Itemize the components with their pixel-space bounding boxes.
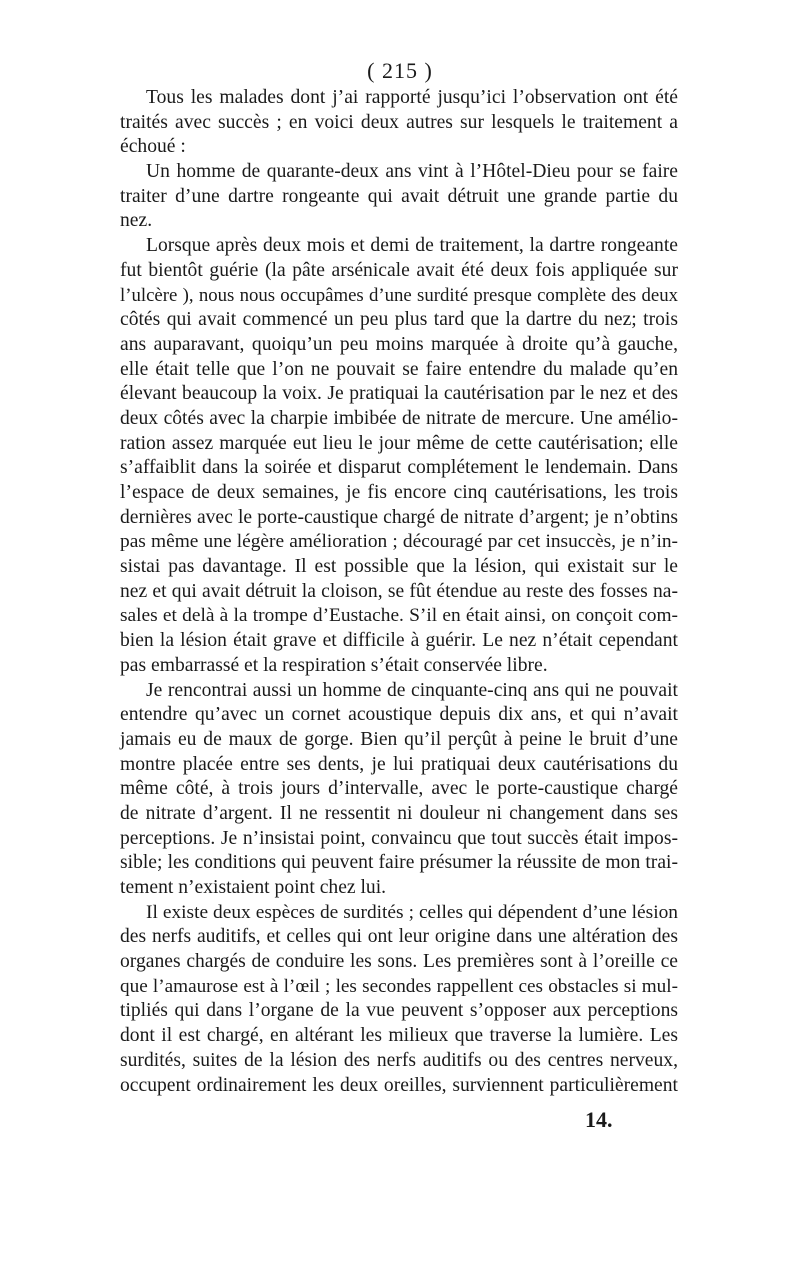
text-line: deux côtés avec la charpie imbibée de nitrate de mercure. Une amélio-	[120, 407, 678, 429]
text-line: Un homme de quarante-deux ans vint à l’Hôtel-Dieu pour se faire	[146, 161, 678, 183]
text-line: tement n’existaient point chez lui.	[120, 877, 387, 898]
text-line: s’affaiblit dans la soirée et disparut complétement le lendemain. Dans	[120, 457, 678, 479]
text-line: Tous les malades dont j’ai rapporté jusqu’ici l’observation ont été	[146, 87, 678, 108]
text-line: dont il est chargé, en altérant les milieux que traverse la lumière. Les	[120, 1025, 678, 1047]
text-line: sible; les conditions qui peuvent faire présumer la réussite de mon trai-	[120, 852, 678, 874]
text-line: des nerfs auditifs, et celles qui ont leur origine dans une altération des	[120, 926, 678, 948]
text-line: élevant beaucoup la voix. Je pratiquai la cautérisation par le nez et des	[120, 383, 678, 405]
text-line: pas même une légère amélioration ; découragé par cet insuccès, je n’in-	[120, 531, 678, 553]
text-line: nez et qui avait détruit la cloison, se fût étendue au reste des fosses na-	[120, 580, 678, 602]
text-line: ans auparavant, quoiqu’un peu moins marquée à droite qu’à gauche,	[120, 333, 678, 355]
text-line: nez.	[120, 210, 153, 232]
text-line: dernières avec le porte-caustique chargé de nitrate d’argent; je n’obtins	[120, 506, 678, 528]
signature-mark: 14.	[585, 1107, 613, 1132]
text-line: Je rencontrai aussi un homme de cinquante-cinq ans qui ne pouvait	[146, 679, 678, 701]
text-line: sales et delà à la trompe d’Eustache. S’il en était ainsi, on conçoit com-	[120, 605, 678, 627]
text-line: tipliés qui dans l’organe de la vue peuvent s’opposer aux perceptions	[120, 1000, 678, 1022]
text-line: montre placée entre ses dents, je lui pratiquai deux cautérisations du	[120, 753, 678, 775]
text-line: fut bientôt guérie (la pâte arsénicale avait été deux fois appliquée sur	[120, 259, 678, 281]
text-line: l’espace de deux semaines, je fis encore cinq cautérisations, les trois	[120, 482, 678, 503]
text-line: côtés qui avait commencé un peu plus tard que la dartre du nez; trois	[120, 309, 678, 331]
text-line: bien la lésion était grave et difficile à guérir. Le nez n’était cependant	[120, 630, 678, 652]
page-number: ( 215 )	[367, 58, 433, 83]
text-line: ration assez marquée eut lieu le jour même de cette cautérisation; elle	[120, 432, 678, 454]
text-line: organes chargés de conduire les sons. Les premières sont à l’oreille ce	[120, 951, 678, 973]
text-line: même côté, à trois jours d’intervalle, avec le porte-caustique chargé	[120, 778, 678, 800]
body-text	[120, 86, 678, 1098]
text-line: Lorsque après deux mois et demi de traitement, la dartre rongeante	[146, 235, 678, 257]
text-line: perceptions. Je n’insistai point, convaincu que tout succès était impos-	[120, 827, 678, 849]
text-line: entendre qu’avec un cornet acoustique depuis dix ans, et qui n’avait	[120, 704, 678, 726]
text-line: sistai pas davantage. Il est possible que la lésion, qui existait sur le	[120, 556, 678, 578]
text-line: traités avec succès ; en voici deux autres sur lesquels le traitement a	[120, 111, 678, 133]
text-line: échoué :	[120, 136, 186, 158]
text-line: elle était telle que l’on ne pouvait se faire entendre du malade qu’en	[120, 358, 678, 380]
text-line: de nitrate d’argent. Il ne ressentit ni douleur ni changement dans ses	[120, 802, 678, 824]
text-line: l’ulcère ), nous nous occupâmes d’une surdité presque complète des deux	[120, 284, 678, 306]
text-line: surdités, suites de la lésion des nerfs auditifs ou des centres nerveux,	[120, 1049, 678, 1071]
text-line: que l’amaurose est à l’œil ; les secondes rappellent ces obstacles si mul-	[120, 975, 678, 997]
text-line: pas embarrassé et la respiration s’était conservée libre.	[120, 654, 548, 676]
text-line: jamais eu de maux de gorge. Bien qu’il perçût à peine le bruit d’une	[120, 728, 678, 750]
text-line: traiter d’une dartre rongeante qui avait détruit une grande partie du	[120, 185, 678, 207]
text-line: occupent ordinairement les deux oreilles, surviennent particulièrement	[120, 1074, 678, 1096]
text-line: Il existe deux espèces de surdités ; celles qui dépendent d’une lésion	[146, 901, 678, 923]
